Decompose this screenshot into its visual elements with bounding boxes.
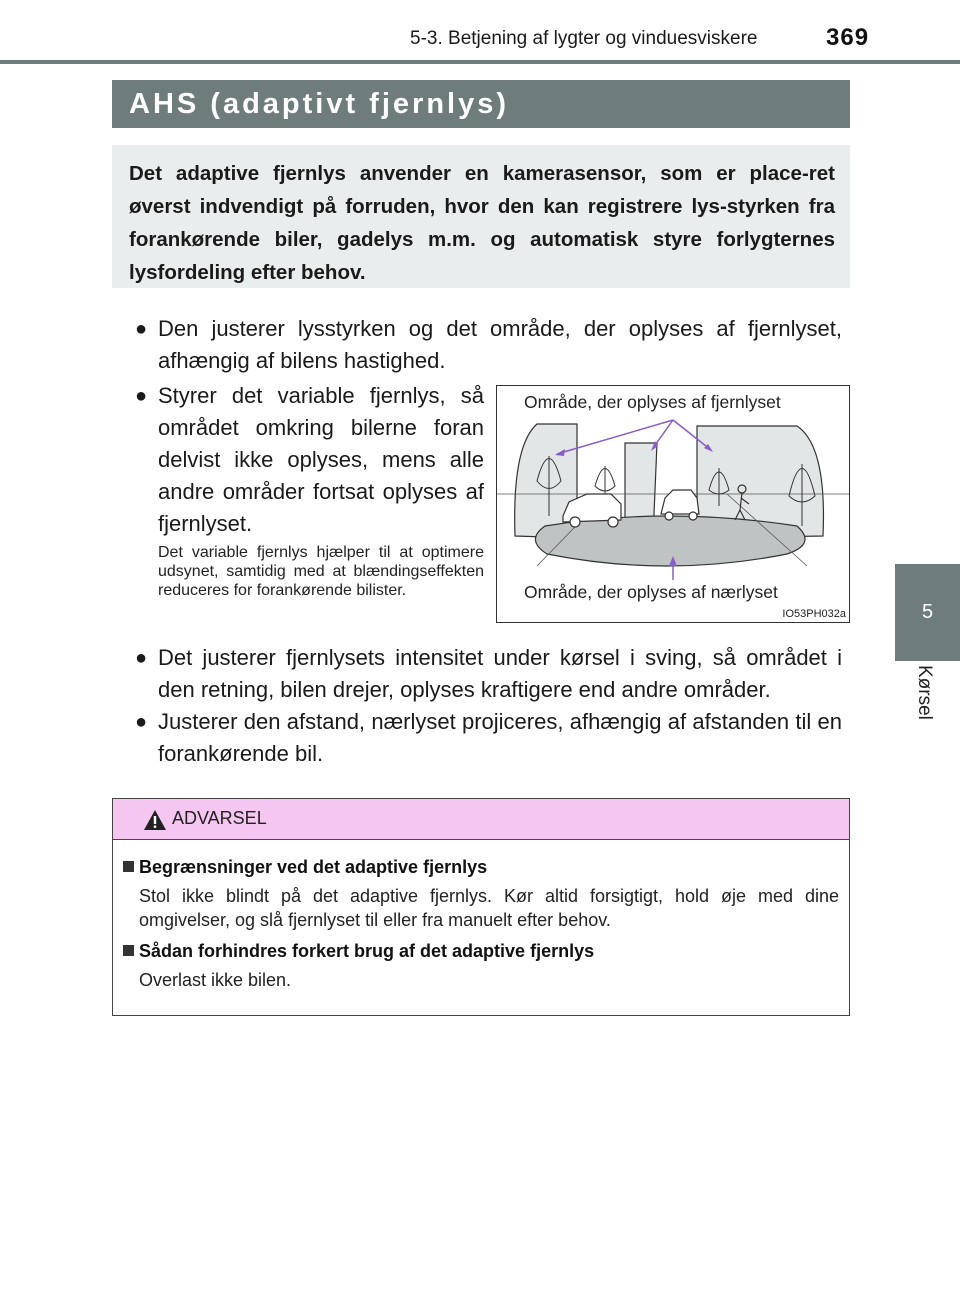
warning-item-text: Overlast ikke bilen. — [139, 970, 292, 990]
intro-text: Det adaptive fjernlys anvender en kamerasensor, som er place-ret øverst indvendigt på forruden, hvor den kan registrere lys-styrken fra forankørende biler, gadelys m.m. og automatisk styre forlygternes lysfordeling efter behov. — [129, 162, 835, 284]
section-title: AHS (adaptivt fjernlys) — [129, 88, 509, 120]
warning-item-title-text: Sådan forhindres forkert brug af det adaptive fjernlys — [139, 941, 595, 961]
bullet-text: Justerer den afstand, nærlyset projiceres, afhængig af afstanden til en forankørende bil. — [158, 709, 842, 766]
bullet-icon: ● — [135, 647, 148, 669]
warning-header — [113, 799, 849, 840]
bullet-icon: ● — [135, 711, 148, 733]
note-text: Det variable fjernlys hjælper til at optimere udsynet, samtidig med at blændingseffekten reduceres for forankørende bilister. — [158, 544, 484, 599]
warning-item-title — [123, 941, 594, 962]
header-rule — [0, 60, 960, 64]
chapter-label-text: Kørsel — [914, 665, 935, 720]
running-header-section: 5-3. Betjening af lygter og vinduesviskere — [410, 28, 758, 49]
bullet-item — [135, 706, 842, 770]
warning-box — [112, 798, 850, 1016]
warning-item-text: Stol ikke blindt på det adaptive fjernlys. Kør altid forsigtigt, hold øje med dine omgivelser, og slå fjernlyset til eller fra manuelt efter behov. — [139, 886, 839, 930]
bullet-text: Den justerer lysstyrken og det område, der oplyses af fjernlyset, afhængig af bilens hastighed. — [158, 316, 842, 373]
low-beam-label: Område, der oplyses af nærlyset — [524, 582, 778, 602]
warning-item-title-text: Begrænsninger ved det adaptive fjernlys — [139, 857, 488, 877]
warning-triangle-icon — [143, 809, 167, 831]
headlight-illustration — [496, 385, 850, 623]
bullet-item — [135, 313, 842, 377]
square-bullet-icon — [123, 861, 134, 872]
bullet-icon: ● — [135, 385, 148, 407]
bullet-icon: ● — [135, 318, 148, 340]
figure-code: IO53PH032a — [782, 608, 846, 620]
chapter-tab: 5 — [895, 564, 960, 661]
warning-item-title — [123, 857, 487, 878]
high-beam-label: Område, der oplyses af fjernlyset — [524, 392, 781, 412]
bullet-text: Styrer det variable fjernlys, så området omkring bilerne foran delvist ikke oplyses, mens alle andre områder fortsat oplyses af fjernlyset. — [158, 383, 484, 536]
chapter-label — [895, 661, 960, 861]
square-bullet-icon — [123, 945, 134, 956]
bullet-item — [135, 380, 484, 540]
page-number: 369 — [826, 24, 870, 51]
bullet-text: Det justerer fjernlysets intensitet under kørsel i sving, så området i den retning, bilen drejer, oplyses kraftigere end andre områder. — [158, 645, 842, 702]
warning-heading: ADVARSEL — [172, 808, 267, 828]
bullet-item — [135, 642, 842, 706]
intro-box — [112, 145, 850, 288]
section-title-bar — [112, 80, 850, 128]
